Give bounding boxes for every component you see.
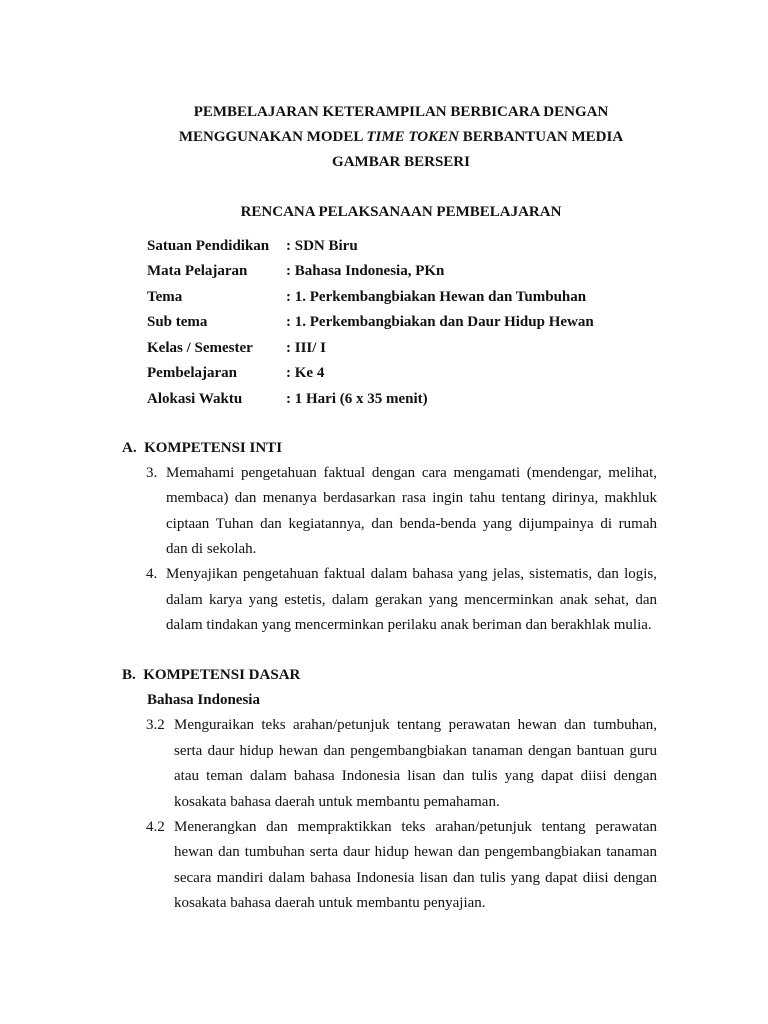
item-text-line: membaca) dan menanya berdasarkan rasa ingin tahu tentang dirinya, makhluk (166, 490, 657, 506)
title-line-3: GAMBAR BERSERI (332, 154, 470, 170)
item-text-line: secara mandiri dalam bahasa Indonesia lisan dan tulis yang dapat diisi dengan (174, 870, 657, 886)
section-b-subheading: Bahasa Indonesia (147, 692, 260, 708)
item-text-line: kosakata bahasa daerah untuk membantu pemahaman. (174, 794, 500, 810)
item-text-line: dalam tindakan yang mencerminkan perilaku anak beriman dan berakhlak mulia. (166, 617, 652, 633)
title-line-2-pre: MENGGUNAKAN MODEL (178, 129, 367, 145)
identity-label: Satuan Pendidikan (147, 238, 270, 254)
document-subtitle: RENCANA PELAKSANAAN PEMBELAJARAN (240, 204, 562, 220)
identity-value: : Bahasa Indonesia, PKn (286, 263, 445, 279)
item-text-line: Memahami pengetahuan faktual dengan cara mengamati (mendengar, melihat, (166, 465, 657, 481)
title-line-2-italic: TIME TOKEN (366, 129, 459, 145)
section-a-heading: A. KOMPETENSI INTI (122, 440, 283, 456)
item-number: 4.2 (146, 819, 165, 835)
item-text-line: ciptaan Tuhan dan kegiatannya, dan benda-benda yang dijumpainya di rumah (166, 516, 657, 532)
identity-label: Pembelajaran (147, 365, 237, 381)
identity-label: Alokasi Waktu (147, 391, 243, 407)
item-text-line: kosakata bahasa daerah untuk membantu penyajian. (174, 895, 486, 911)
item-text-line: dalam karya yang estetis, dalam gerakan yang mencerminkan anak sehat, dan (166, 592, 657, 608)
item-text-line: Menerangkan dan mempraktikkan teks arahan/petunjuk tentang perawatan (174, 819, 657, 835)
item-number: 4. (146, 566, 158, 582)
item-text-line: hewan dan tumbuhan serta daur hidup hewan dan pengembangbiakan tanaman (174, 844, 657, 860)
item-number: 3.2 (146, 717, 165, 733)
title-line-2 (0, 129, 768, 146)
identity-label: Tema (147, 289, 183, 305)
identity-value: : III/ I (286, 340, 327, 356)
identity-value: : 1. Perkembangbiakan Hewan dan Tumbuhan (286, 289, 587, 305)
title-line-1: PEMBELAJARAN KETERAMPILAN BERBICARA DENGAN (193, 104, 609, 120)
item-number: 3. (146, 465, 158, 481)
identity-label: Sub tema (147, 314, 208, 330)
item-text-line: serta daur hidup hewan dan pengembangbiakan tanaman dengan bantuan guru (174, 743, 657, 759)
item-text-line: dan di sekolah. (166, 541, 257, 557)
identity-value: : Ke 4 (286, 365, 325, 381)
item-text-line: Menyajikan pengetahuan faktual dalam bahasa yang jelas, sistematis, dan logis, (166, 566, 657, 582)
item-text-line: Menguraikan teks arahan/petunjuk tentang perawatan hewan dan tumbuhan, (174, 717, 657, 733)
identity-value: : 1. Perkembangbiakan dan Daur Hidup Hewan (286, 314, 594, 330)
identity-label: Mata Pelajaran (147, 263, 248, 279)
title-line-2-post: BERBANTUAN MEDIA (458, 129, 624, 145)
identity-label: Kelas / Semester (147, 340, 253, 356)
identity-value: : 1 Hari (6 x 35 menit) (286, 391, 428, 407)
identity-value: : SDN Biru (286, 238, 358, 254)
section-b-heading: B. KOMPETENSI DASAR (122, 667, 301, 683)
item-text-line: atau teman dalam bahasa Indonesia lisan dan tulis yang dapat diisi dengan (174, 768, 657, 784)
